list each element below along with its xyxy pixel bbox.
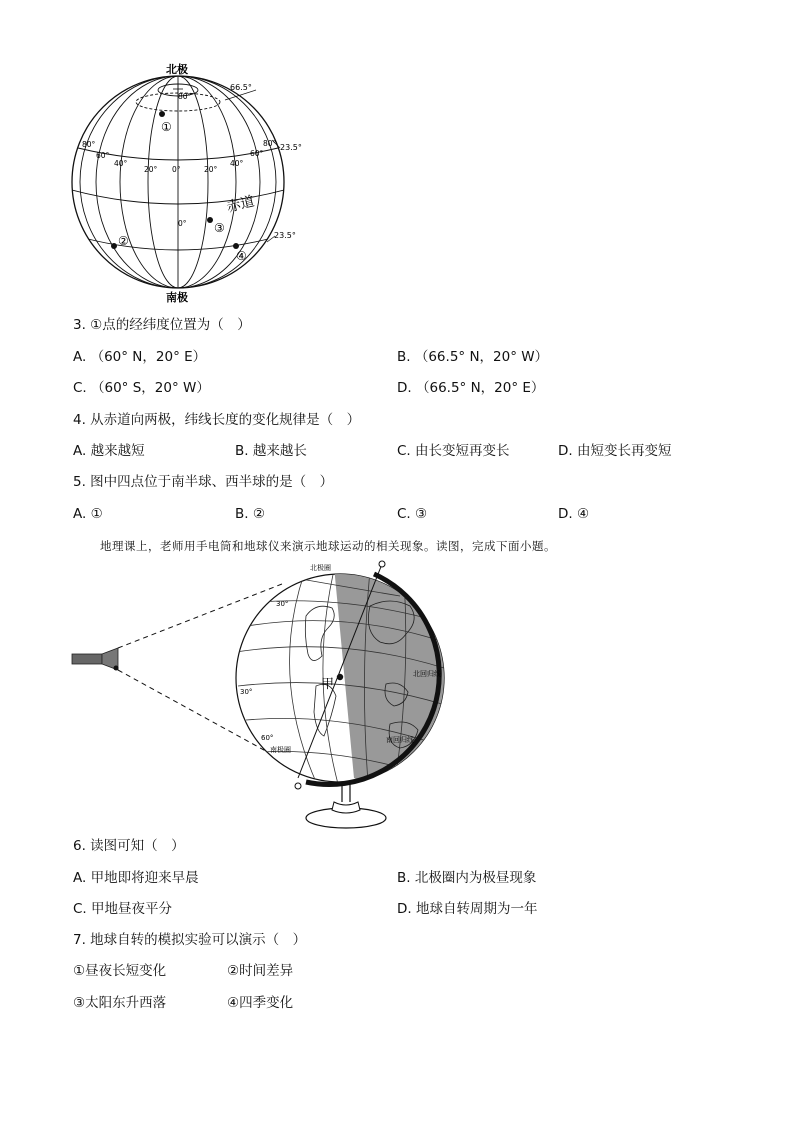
q6-option-d[interactable]: D. 地球自转周期为一年 (397, 901, 538, 917)
lon-label-40-east: 40° (230, 159, 244, 168)
q7-item-3: ③太阳东升西落 (73, 995, 167, 1011)
q7-item-2: ②时间差异 (227, 963, 294, 979)
point-1-label: ① (161, 120, 172, 134)
q6-stem: 6. 读图可知（ ） (73, 838, 185, 854)
tropic-cancer-label: 北回归线 (413, 670, 441, 678)
lat-label-66-5: 66.5° (230, 83, 252, 92)
globe-flashlight-figure (70, 556, 460, 834)
lat-30s-label: 30° (240, 688, 253, 696)
q3-option-b[interactable]: B. （66.5° N，20° W） (397, 349, 549, 365)
q3-stem: 3. ①点的经纬度位置为（ ） (73, 317, 251, 333)
point-3-dot (207, 217, 213, 223)
point-3-label: ③ (214, 221, 225, 235)
q7-stem: 7. 地球自转的模拟实验可以演示（ ） (73, 932, 307, 948)
point-jia-dot (337, 674, 343, 680)
q4-option-c[interactable]: C. 由长变短再变长 (397, 443, 510, 459)
point-2-dot (111, 243, 117, 249)
globe-grid-figure (60, 60, 320, 310)
lon-label-20-west: 20° (144, 165, 158, 174)
point-jia-label: 甲 (321, 677, 335, 692)
lat-label-80-right: 80° (263, 139, 277, 148)
passage-text: 地理课上，老师用手电筒和地球仪来演示地球运动的相关现象。读图，完成下面小题。 (100, 539, 556, 553)
point-4-label: ④ (236, 249, 247, 263)
point-2-label: ② (118, 234, 129, 248)
q5-option-c[interactable]: C. ③ (397, 506, 428, 522)
lon-label-20-east: 20° (204, 165, 218, 174)
lon-label-40-west: 40° (114, 159, 128, 168)
south-pole-label: 南极 (166, 291, 188, 304)
lon-label-0: 0° (172, 165, 181, 174)
q5-stem: 5. 图中四点位于南半球、西半球的是（ ） (73, 474, 334, 490)
q5-option-b[interactable]: B. ② (235, 506, 265, 522)
flashlight-icon (72, 654, 102, 664)
lon-label-0-equator: 0° (178, 219, 187, 228)
antarctic-circle-label: 南极圈 (270, 746, 291, 754)
q5-option-d[interactable]: D. ④ (558, 506, 590, 522)
lat-label-23-5-north: 23.5° (280, 143, 302, 152)
q5-option-a[interactable]: A. ① (73, 506, 103, 522)
q4-stem: 4. 从赤道向两极，纬线长度的变化规律是（ ） (73, 412, 361, 428)
point-1-dot (159, 111, 165, 117)
q6-option-a[interactable]: A. 甲地即将迎来早晨 (73, 870, 199, 886)
tropic-capricorn-label: 南回归线 (386, 736, 414, 744)
arctic-circle-label: 北极圈 (310, 564, 331, 572)
lat-label-60-left: 60° (96, 151, 110, 160)
q6-option-c[interactable]: C. 甲地昼夜平分 (73, 901, 173, 917)
lat-label-60-right: 60° (250, 149, 264, 158)
north-pole-label: 北极 (166, 63, 188, 76)
q3-option-d[interactable]: D. （66.5° N，20° E） (397, 380, 545, 396)
q6-option-b[interactable]: B. 北极圈内为极昼现象 (397, 870, 537, 886)
lat-label-80-top: 80° (178, 92, 192, 101)
q4-option-a[interactable]: A. 越来越短 (73, 443, 145, 459)
lat-60s-label: 60° (261, 734, 274, 742)
lat-30n-label: 30° (276, 600, 289, 608)
q4-option-b[interactable]: B. 越来越长 (235, 443, 307, 459)
q7-item-1: ①昼夜长短变化 (73, 963, 167, 979)
q4-option-d[interactable]: D. 由短变长再变短 (558, 443, 672, 459)
lat-label-80-left: 80° (82, 140, 96, 149)
q7-item-4: ④四季变化 (227, 995, 294, 1011)
q3-option-a[interactable]: A. （60° N，20° E） (73, 349, 207, 365)
q3-option-c[interactable]: C. （60° S，20° W） (73, 380, 210, 396)
equator-label: 赤道 (225, 193, 257, 216)
lat-label-23-5-south: 23.5° (274, 231, 296, 240)
